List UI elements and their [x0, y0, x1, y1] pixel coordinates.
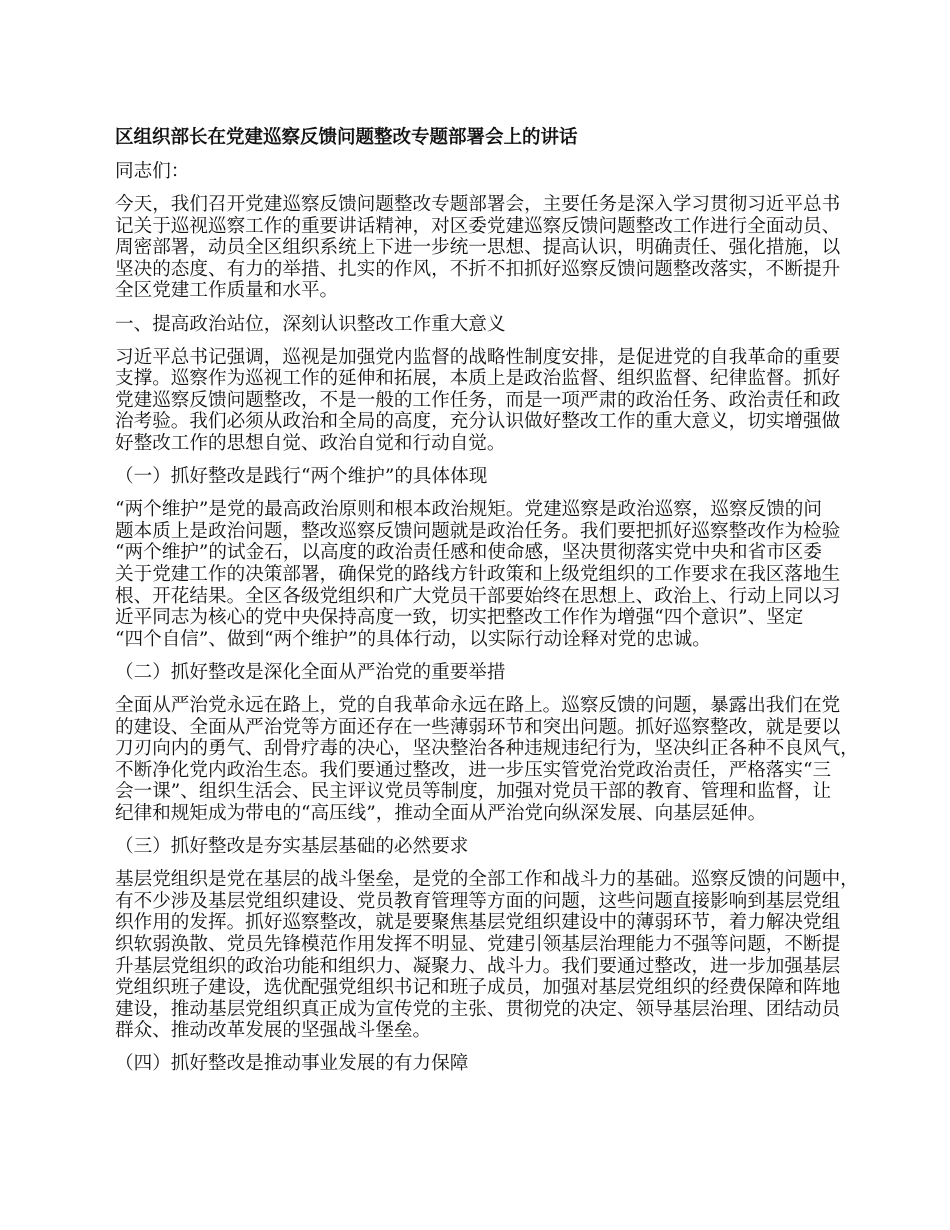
text-line: 群众、推动改革发展的坚强战斗堡垒。: [115, 1020, 432, 1042]
text-line: 记关于巡视巡察工作的重要讲话精神，对区委党建巡察反馈问题整改工作进行全面动员、: [115, 215, 841, 237]
text-line: 刀刃向内的勇气、刮骨疗毒的决心，坚决整治各种违规违纪行为，坚决纠正各种不良风气，: [115, 738, 859, 760]
paragraph: [115, 194, 840, 302]
text-line: 全面从严治党永远在路上，党的自我革命永远在路上。巡察反馈的问题，暴露出我们在党: [115, 694, 841, 716]
text-line: 织作用的发挥。抓好巡察整改，就是要聚焦基层党组织建设中的薄弱环节，着力解决党组: [115, 912, 841, 934]
text-line: 基层党组织是党在基层的战斗堡垒，是党的全部工作和战斗力的基础。巡察反馈的问题中，: [115, 869, 859, 891]
paragraph: [115, 869, 859, 1042]
paragraph: [115, 347, 840, 455]
text-line: 党组织班子建设，选优配强党组织书记和班子成员，加强对基层党组织的经费保障和阵地: [115, 977, 841, 999]
text-line: （四）抓好整改是推动事业发展的有力保障: [115, 1053, 469, 1075]
document-page: [115, 127, 859, 1086]
text-line: 党建巡察反馈问题整改，不是一般的工作任务，而是一项严肃的政治任务、政治责任和政: [115, 389, 841, 411]
text-line: （一）抓好整改是践行“两个维护”的具体体现: [115, 466, 488, 488]
text-line: 周密部署，动员全区组织系统上下进一步统一思想、提高认识，明确责任、强化措施，以: [115, 237, 841, 259]
text-line: 一、提高政治站位，深刻认识整改工作重大意义: [115, 313, 506, 335]
text-line: 好整改工作的思想自觉、政治自觉和行动自觉。: [115, 433, 506, 455]
text-line: 坚决的态度、有力的举措、扎实的作风，不折不扣抓好巡察反馈问题整改落实，不断提升: [115, 258, 841, 280]
document-body: [115, 161, 859, 1075]
text-line: “四个自信”、做到“两个维护”的具体行动，以实际行动诠释对党的忠诚。: [115, 628, 711, 650]
text-line: （三）抓好整改是夯实基层基础的必然要求: [115, 836, 469, 858]
text-line: 关于党建工作的决策部署，确保党的路线方针政策和上级党组织的工作要求在我区落地生: [115, 564, 841, 585]
text-line: 升基层党组织的政治功能和组织力、凝聚力、战斗力。我们要通过整改，进一步加强基层: [115, 955, 841, 977]
text-line: （二）抓好整改是深化全面从严治党的重要举措: [115, 661, 506, 683]
section-heading: [115, 836, 840, 858]
text-line: 有不少涉及基层党组织建设、党员教育管理等方面的问题，这些问题直接影响到基层党组: [115, 890, 841, 912]
text-line: 根、开花结果。全区各级党组织和广大党员干部要始终在思想上、政治上、行动上同以习: [115, 585, 841, 607]
section-heading: [115, 314, 840, 336]
text-line: 支撑。巡察作为巡视工作的延伸和拓展，本质上是政治监督、组织监督、纪律监督。抓好: [115, 368, 841, 390]
paragraph: [115, 499, 840, 650]
document-title: 区组织部长在党建巡察反馈问题整改专题部署会上的讲话: [115, 127, 578, 148]
text-line: 织软弱涣散、党员先锋模范作用发挥不明显、党建引领基层治理能力不强等问题，不断提: [115, 933, 841, 955]
salutation: [115, 161, 840, 183]
text-line: 治考验。我们必须从政治和全局的高度，充分认识做好整改工作的重大意义，切实增强做: [115, 411, 841, 433]
text-line: 题本质上是政治问题，整改巡察反馈问题就是政治任务。我们要把抓好巡察整改作为检验: [115, 520, 841, 542]
text-line: 纪律和规矩成为带电的“高压线”，推动全面从严治党向纵深发展、向基层延伸。: [115, 802, 767, 824]
section-heading: [115, 662, 840, 684]
text-line: 同志们：: [115, 161, 190, 182]
text-line: 的建设、全面从严治党等方面还存在一些薄弱环节和突出问题。抓好巡察整改，就是要以: [115, 716, 841, 738]
section-heading: [115, 466, 840, 488]
text-line: “两个维护”的试金石，以高度的政治责任感和使命感，坚决贯彻落实党中央和省市区委: [115, 542, 822, 564]
text-line: “两个维护”是党的最高政治原则和根本政治规矩。党建巡察是政治巡察，巡察反馈的问: [115, 499, 822, 521]
text-line: 会一课”、组织生活会、民主评议党员等制度，加强对党员干部的教育、管理和监督，让: [115, 781, 832, 803]
text-line: 全区党建工作质量和水平。: [115, 280, 339, 302]
text-line: 习近平总书记强调，巡视是加强党内监督的战略性制度安排，是促进党的自我革命的重要: [115, 346, 841, 368]
text-line: 不断净化党内政治生态。我们要通过整改，进一步压实管党治党政治责任，严格落实“三: [115, 759, 832, 781]
section-heading: [115, 1053, 840, 1075]
paragraph: [115, 694, 859, 825]
text-line: 今天，我们召开党建巡察反馈问题整改专题部署会，主要任务是深入学习贯彻习近平总书: [115, 194, 841, 216]
text-line: 近平同志为核心的党中央保持高度一致，切实把整改工作作为增强“四个意识”、坚定: [115, 607, 804, 629]
text-line: 建设，推动基层党组织真正成为宣传党的主张、贯彻党的决定、领导基层治理、团结动员: [115, 998, 841, 1020]
